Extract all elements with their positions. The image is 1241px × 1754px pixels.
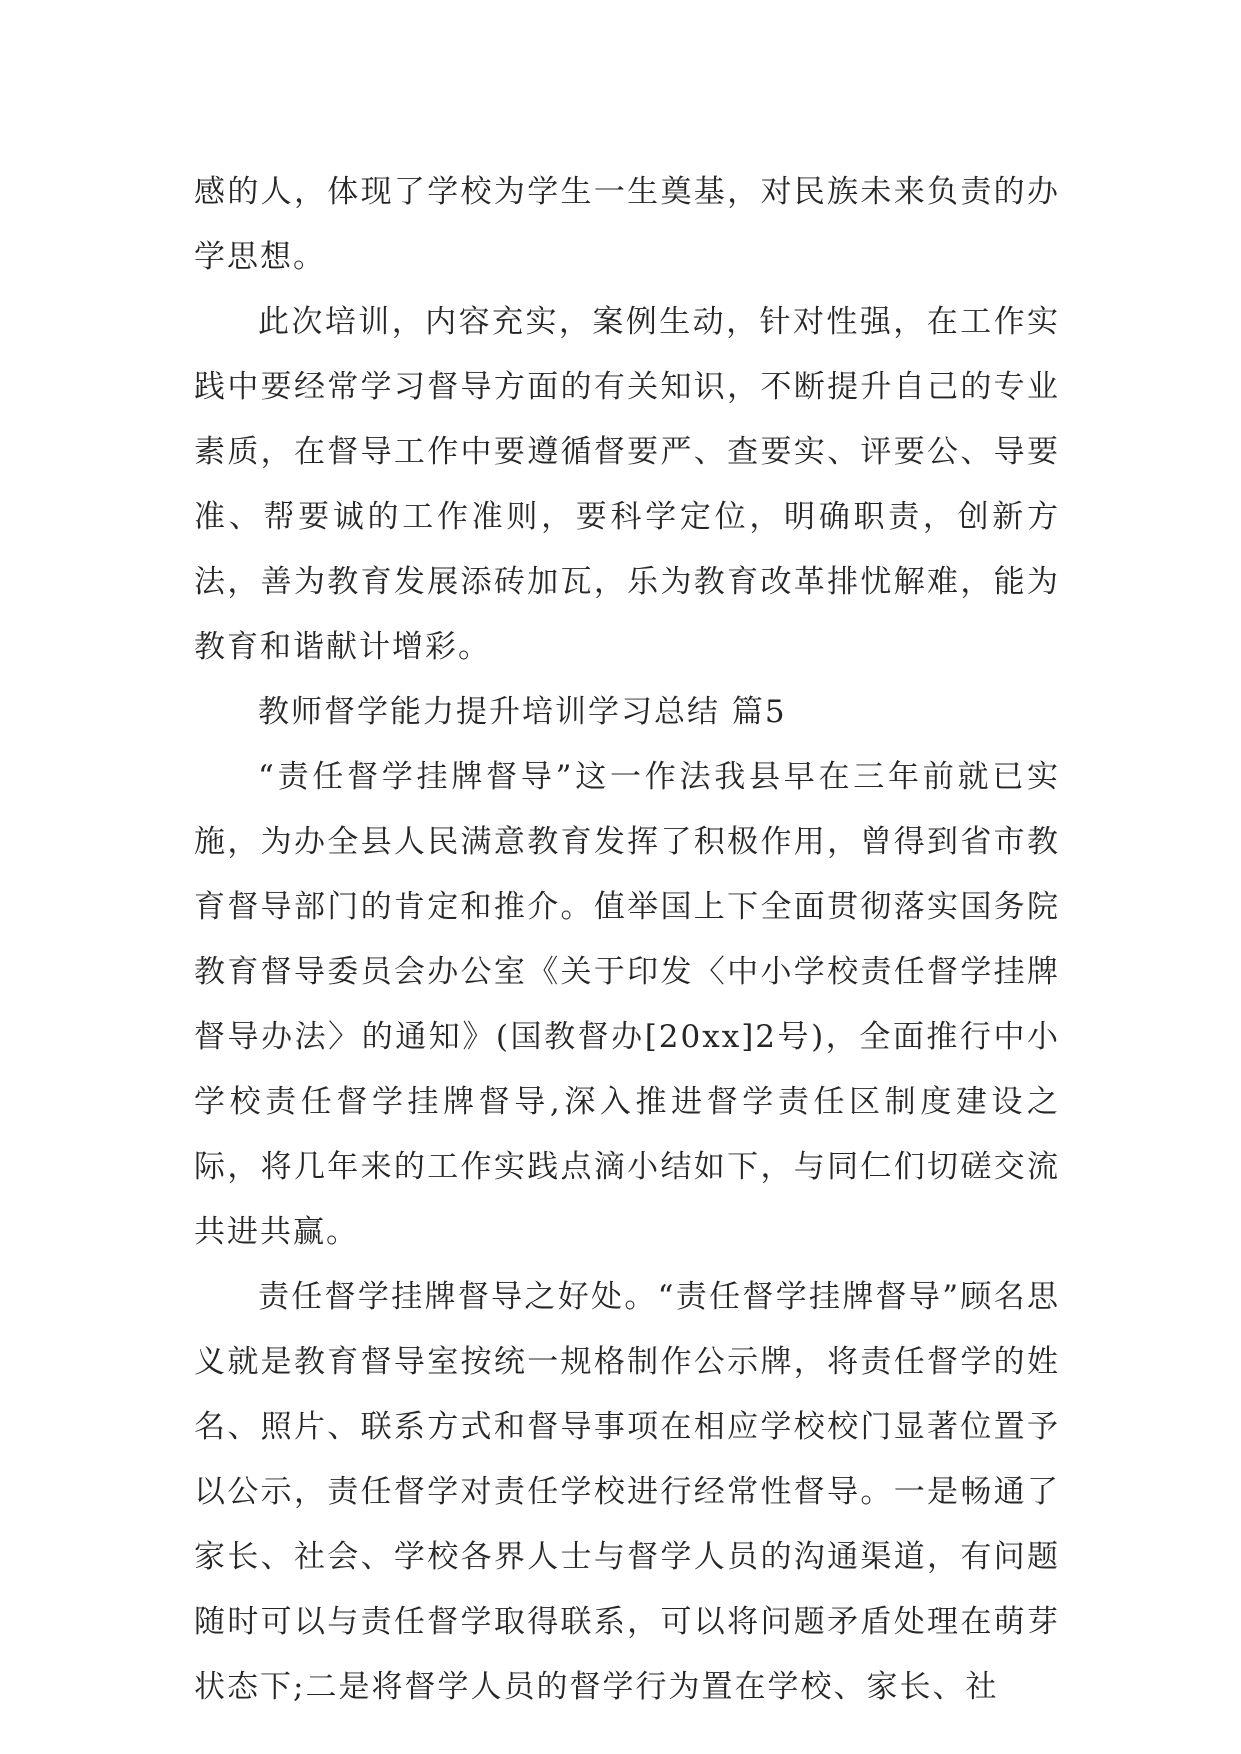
paragraph-benefits: 责任督学挂牌督导之好处。“责任督学挂牌督导”顾名思义就是教育督导室按统一规格制作公示牌，将责任督学的姓名、照片、联系方式和督导事项在相应学校校门显著位置予以公示，责任督学对责任学校进行经常性督导。一是畅通了家长、社会、学校各界人士与督学人员的沟通渠道，有问题随时可以与责任督学取得联系，可以将问题矛盾处理在萌芽状态下;二是将督学人员的督学行为置在学校、家长、社 — [194, 1279, 1060, 1705]
paragraph-continuation: 感的人，体现了学校为学生一生奠基，对民族未来负责的办学思想。 — [194, 174, 1060, 275]
paragraph-training-summary: 此次培训，内容充实，案例生动，针对性强，在工作实践中要经常学习督导方面的有关知识，不断提升自己的专业素质，在督导工作中要遵循督要严、查要实、评要公、导要准、帮要诚的工作准则，要科学定位，明确职责，创新方法，善为教育发展添砖加瓦，乐为教育改革排忧解难，能为教育和谐献计增彩。 — [194, 304, 1060, 665]
document-body — [194, 160, 1060, 1720]
section-heading: 教师督学能力提升培训学习总结 篇5 — [258, 694, 787, 730]
paragraph-introduction: “责任督学挂牌督导”这一作法我县早在三年前就已实施，为办全县人民满意教育发挥了积极作用，曾得到省市教育督导部门的肯定和推介。值举国上下全面贯彻落实国务院教育督导委员会办公室《关于印发〈中小学校责任督学挂牌督导办法〉的通知》(国教督办[20xx]2号)，全面推行中小学校责任督学挂牌督导,深入推进督学责任区制度建设之际，将几年来的工作实践点滴小结如下，与同仁们切磋交流共进共赢。 — [194, 759, 1060, 1250]
